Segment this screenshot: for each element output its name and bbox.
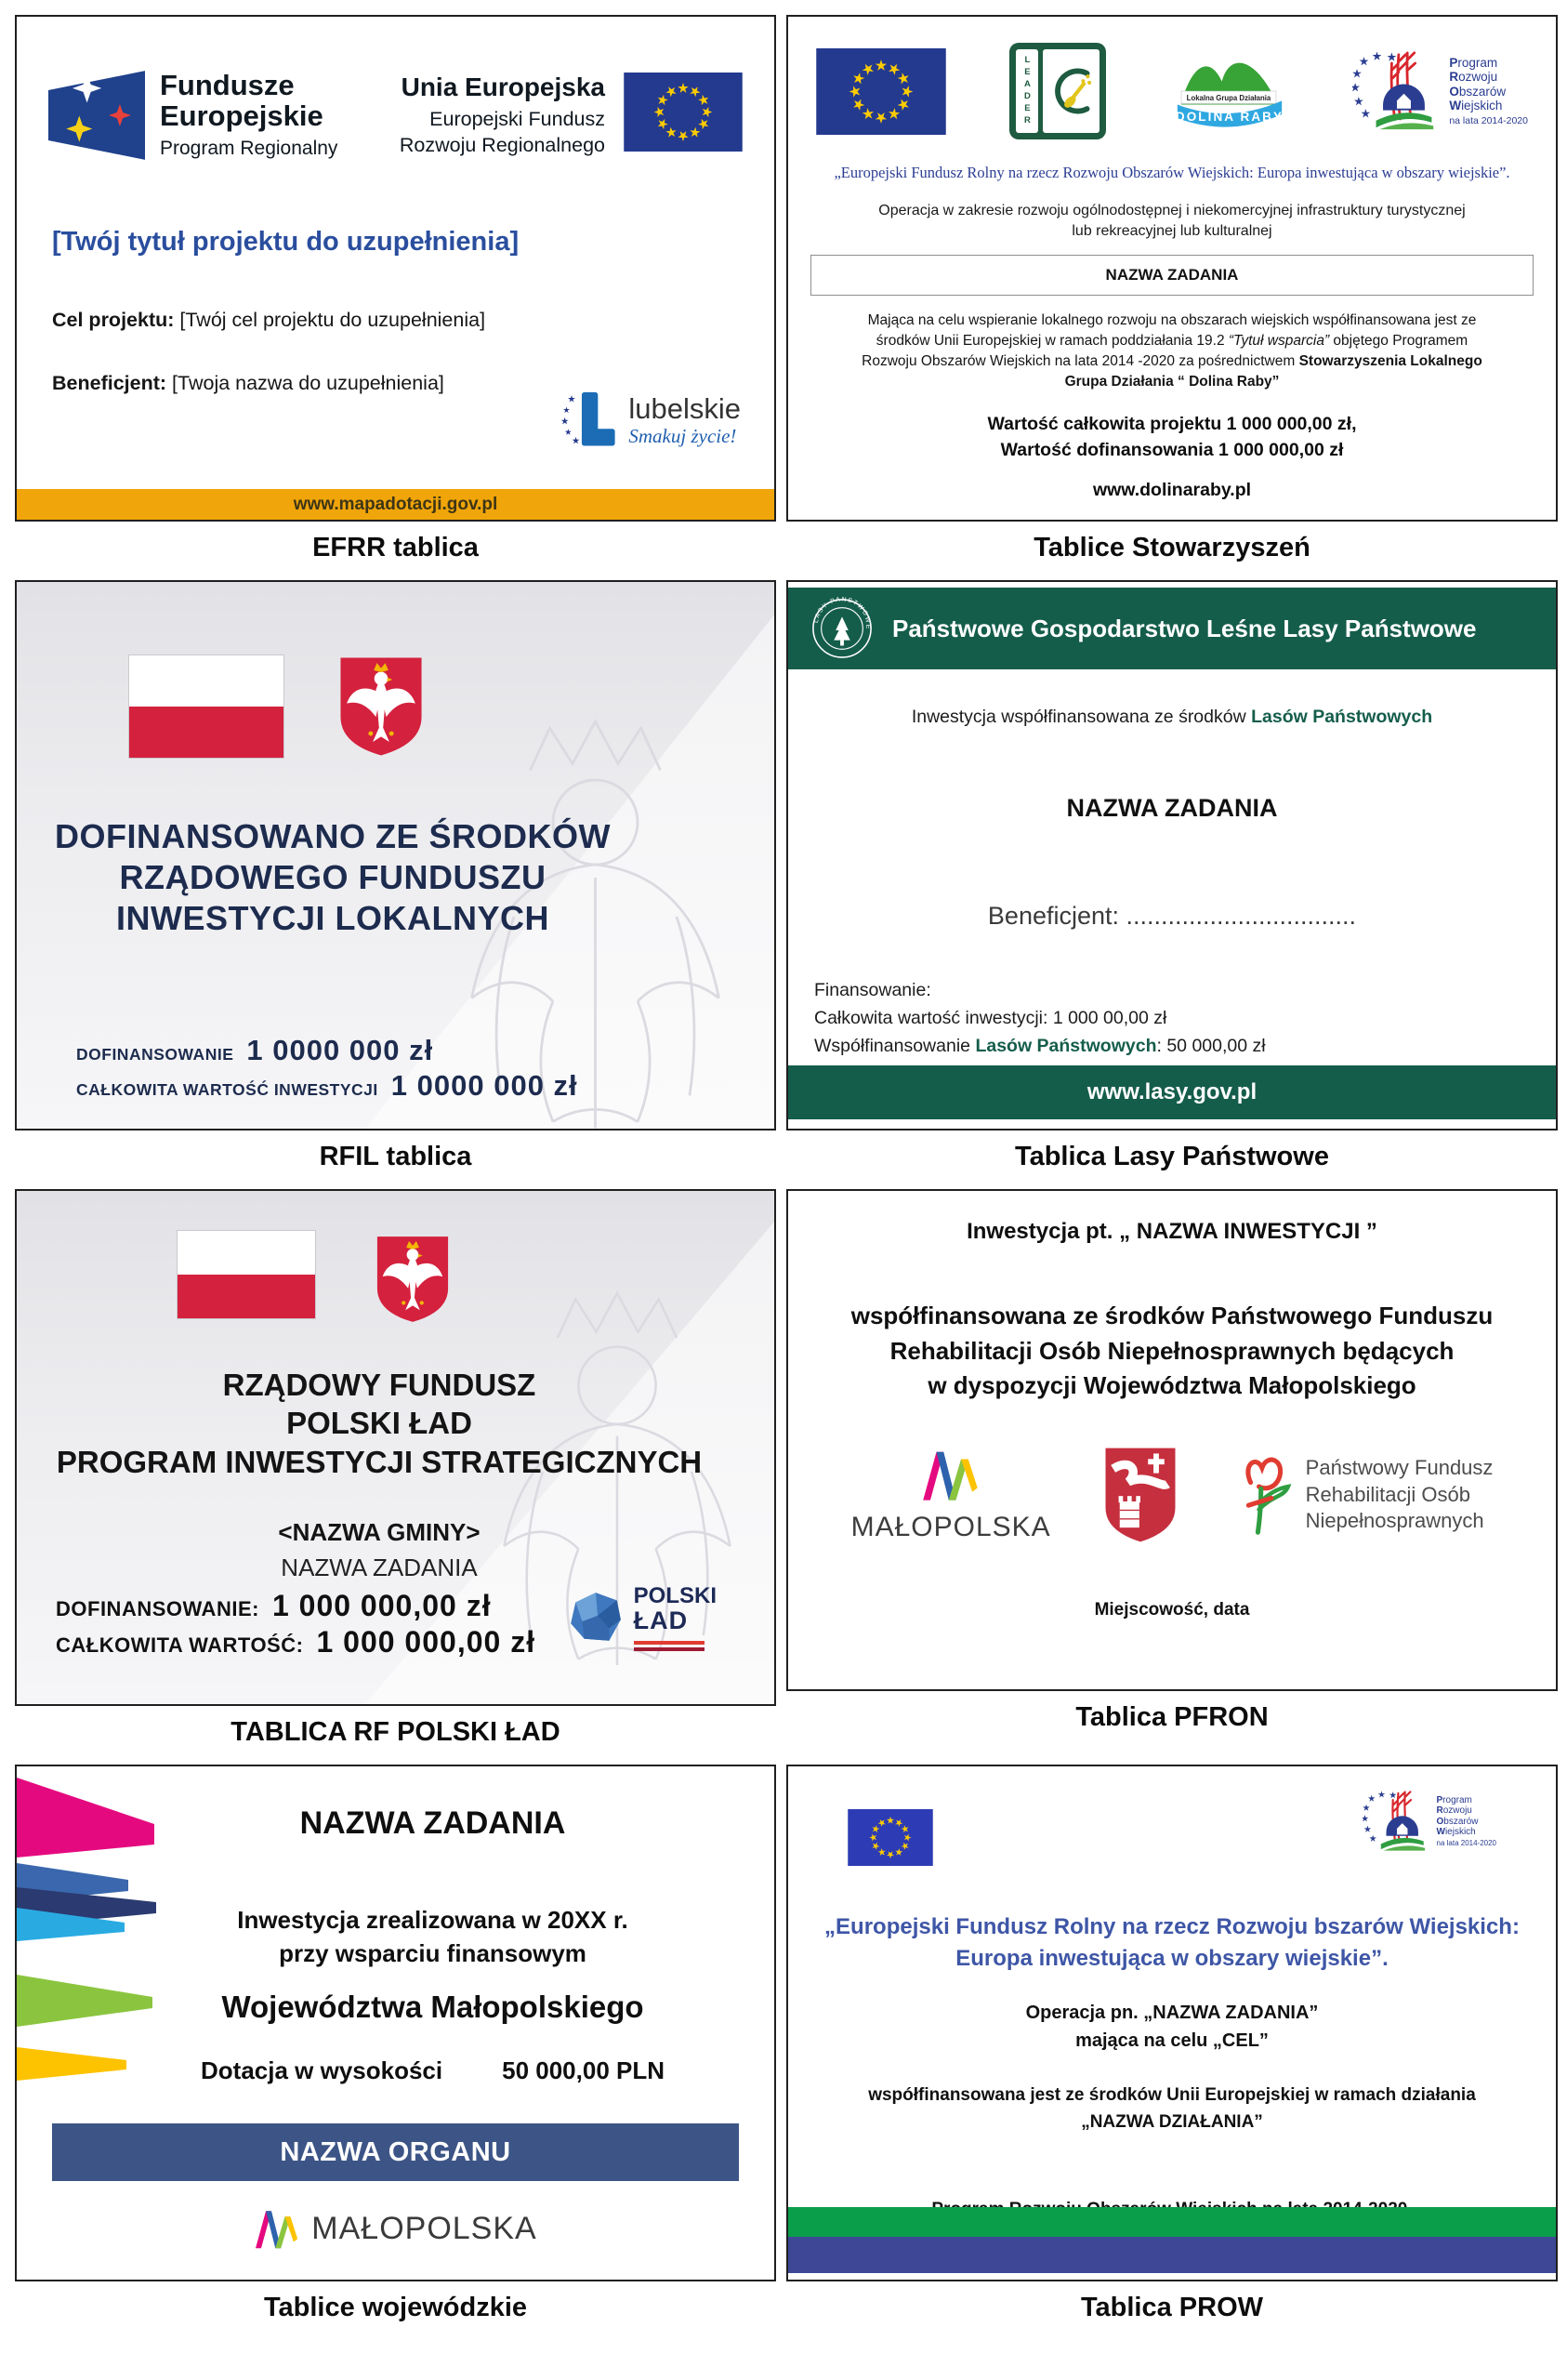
funding-row (76, 1034, 578, 1067)
task-name-placeholder: NAZWA ZADANIA (281, 1554, 478, 1581)
task-name: NAZWA ZADANIA (1066, 794, 1278, 822)
total-value-line: Wartość całkowita projektu 1 000 000,00 zł, (987, 414, 1357, 434)
fe-logo-line1: Fundusze (160, 69, 295, 102)
prow-years: na lata 2014-2020 (1449, 114, 1528, 126)
cofinanced-pre: Inwestycja współfinansowana ze środków (911, 707, 1252, 727)
polski-lad-title (17, 1366, 742, 1481)
lad-logo-line1: POLSKI (633, 1583, 717, 1608)
funding-value: 1 0000 000 zł (246, 1034, 434, 1066)
grant-label: Dotacja w wysokości (201, 2056, 443, 2084)
efrrow-quote: „Europejski Fundusz Rolny na rzecz Rozwoju Obszarów Wiejskich: Europa inwestująca w obszary wiejskie”. (834, 164, 1510, 181)
funding-row (56, 1589, 535, 1623)
cofinanced-green: Lasów Państwowych (1251, 707, 1433, 727)
dolina-raby-logo (1170, 43, 1289, 139)
dolinaraby-url: www.dolinaraby.pl (1092, 480, 1252, 500)
quote-line2: Europa inwestująca w obszary wiejskie”. (955, 1945, 1389, 1971)
beneficiary-value: [Twoja nazwa do uzupełnienia] (166, 372, 444, 394)
red-underline (634, 1641, 704, 1645)
funding-label: DOFINANSOWANIE: (56, 1597, 259, 1620)
place-date-placeholder: Miejscowość, data (1094, 1600, 1250, 1620)
leader-label: LEADER (1021, 55, 1033, 127)
financing-cofunding: Współfinansowanie Lasów Państwowych: 50 000,00 zł (814, 1036, 1266, 1057)
fe-logo-sub: Program Regionalny (160, 137, 338, 159)
goal-label: Cel projektu: (52, 309, 175, 331)
realized-line1: Inwestycja zrealizowana w 20XX r. (237, 1906, 628, 1934)
polski-lad-logo (567, 1585, 717, 1651)
lad-logo-line2: ŁAD (633, 1606, 689, 1634)
caption-polski-lad: TABLICA RF POLSKI ŁAD (230, 1717, 560, 1747)
rfil-title (17, 816, 649, 939)
body-line2: Rehabilitacji Osób Niepełnosprawnych będących (889, 1336, 1455, 1365)
eu-flag-icon (848, 1809, 933, 1866)
caption-stowarzyszen: Tablice Stowarzyszeń (1034, 533, 1310, 562)
efrrow-quote (801, 1911, 1543, 1974)
grant-value: 50 000,00 PLN (502, 2056, 665, 2084)
prow-text-line: Obszarów (1449, 84, 1507, 99)
prow-text-line: Obszarów (1436, 1816, 1479, 1827)
total-label: CAŁKOWITA WARTOŚĆ INWESTYCJI (76, 1080, 378, 1099)
lubelskie-slogan: Smakuj życie! (628, 425, 737, 447)
operation-block (788, 1999, 1556, 2055)
poland-flag-icon (128, 654, 284, 759)
support-title-italic: “Tytuł wsparcia” (1228, 333, 1330, 349)
operation-name: Operacja pn. „NAZWA ZADANIA” (1025, 2003, 1319, 2023)
funding-value-line: Wartość dofinansowania 1 000 000,00 zł (1000, 440, 1344, 461)
caption-wojewodzkie: Tablice wojewódzkie (263, 2293, 528, 2322)
pfron-plaque (786, 1189, 1558, 1691)
financing-block (814, 976, 1266, 1061)
dolina-name-text: DOLINA RABY (1175, 110, 1284, 125)
lasy-panstwowe-logo (810, 597, 874, 660)
prow-text-line: Wiejskich (1436, 1826, 1476, 1837)
malopolska-logo (851, 1447, 1051, 1543)
gmina-coat-of-arms-icon (1102, 1445, 1179, 1545)
investment-title: Inwestycja pt. „ NAZWA INWESTYCJI ” (967, 1219, 1377, 1244)
navy-footer-stripe (788, 2237, 1556, 2273)
prow-logo (1352, 51, 1528, 131)
dolina-lgd-text: Lokalna Grupa Działania (1186, 93, 1271, 102)
beneficiary-dotted-line: Beneficjent: ................................. (987, 902, 1357, 930)
project-values (788, 411, 1556, 464)
prow-years: na lata 2014-2020 (1436, 1838, 1496, 1847)
voivodeship-name: Województwa Małopolskiego (221, 1990, 644, 2024)
ue-line3: Rozwoju Regionalnego (399, 133, 605, 156)
realized-line2: przy wsparciu finansowym (279, 1939, 586, 1967)
fe-logo-line2: Europejskie (160, 99, 323, 132)
beneficiary-line (52, 372, 444, 395)
lasy-header-title: Państwowe Gospodarstwo Leśne Lasy Państwowe (892, 614, 1477, 642)
para-part1: Mająca na celu wspieranie lokalnego rozwoju na obszarach wiejskich współfinansowana jest ze środków Unii Europejskiej w ramach poddziałania 19.2 (867, 312, 1477, 349)
total-value: 1 0000 000 zł (390, 1069, 578, 1102)
funding-label: DOFINANSOWANIE (76, 1045, 234, 1064)
rfil-cell (15, 580, 776, 1172)
malopolska-logo (17, 2207, 774, 2250)
rfil-title-line2: RZĄDOWEGO FUNDUSZU (119, 857, 546, 896)
para-part2: objętego Programem Rozwoju Obszarów Wiejskich na lata 2014 -2020 za pośrednictwem (862, 333, 1468, 369)
national-symbols (17, 654, 537, 759)
rfil-title-line3: INWESTYCJI LOKALNYCH (115, 898, 549, 937)
financing-title: Finansowanie: (814, 980, 931, 1000)
pfron-logo (1230, 1451, 1494, 1539)
task-name: NAZWA ZADANIA (299, 1805, 566, 1841)
unia-europejska-logo (400, 73, 743, 159)
wojewodzkie-plaque (15, 1765, 776, 2281)
mapadotacji-url: www.mapadotacji.gov.pl (17, 489, 774, 520)
fundusze-europejskie-logo (48, 67, 337, 164)
lasy-cofinanced-line (788, 707, 1556, 728)
lubelskie-l-icon (561, 385, 621, 457)
prow-emblem-icon (1363, 1791, 1431, 1852)
lasy-plaque (786, 580, 1558, 1130)
malopolska-label: MAŁOPOLSKA (850, 1512, 1051, 1542)
green-footer-stripe (788, 2207, 1556, 2237)
operation-scope-text: Operacja w zakresie rozwoju ogólnodostępnej i niekomercyjnej infrastruktury turystycznej lub rekreacyjnej lub kulturalnej (878, 203, 1466, 239)
poland-map-icon (567, 1590, 625, 1646)
total-value: 1 000 000,00 zł (316, 1625, 536, 1659)
prow-emblem-icon (1352, 51, 1442, 131)
cofinancing-line2: „NAZWA DZIAŁANIA” (1081, 2111, 1263, 2132)
pfron-text-line2: Rehabilitacji Osób (1305, 1482, 1470, 1506)
lubelskie-name: lubelskie (628, 392, 741, 425)
pfron-text-line1: Państwowy Fundusz (1305, 1456, 1494, 1480)
task-name-box: NAZWA ZADANIA (810, 255, 1534, 296)
body-line3: w dyspozycji Województwa Małopolskiego (928, 1371, 1416, 1400)
eu-flag-icon (816, 48, 946, 135)
polski-lad-plaque (15, 1189, 776, 1706)
lad-title-line3: PROGRAM INWESTYCJI STRATEGICZNYCH (56, 1444, 703, 1479)
prow-cell (786, 1765, 1558, 2323)
malopolska-m-icon (254, 2207, 300, 2250)
lad-amounts (56, 1589, 535, 1661)
malopolska-m-icon (921, 1447, 981, 1502)
lasy-url-bar: www.lasy.gov.pl (788, 1065, 1556, 1119)
total-row (56, 1625, 535, 1659)
lasy-cell (786, 580, 1558, 1172)
pfron-cell (786, 1189, 1558, 1733)
polski-lad-cell (15, 1189, 776, 1748)
rfil-amounts (76, 1034, 578, 1104)
cofinancing-block (788, 2082, 1556, 2135)
pfron-text-line3: Niepełnosprawnych (1305, 1509, 1484, 1533)
fundusze-europejskie-flag-icon (48, 67, 145, 164)
lad-title-line1: RZĄDOWY FUNDUSZ (222, 1368, 536, 1402)
logo-row (816, 1425, 1528, 1565)
lad-title-line2: POLSKI ŁAD (286, 1406, 472, 1441)
quote-line1: „Europejski Fundusz Rolny na rzecz Rozwoju bszarów Wiejskich: (824, 1914, 1520, 1939)
poland-coat-of-arms-icon (374, 1230, 452, 1329)
cofinancing-paragraph (858, 311, 1486, 392)
leader-sprig-icon (1045, 64, 1099, 118)
ue-line1: Unia Europejska (401, 73, 605, 101)
financing-total: Całkowita wartość inwestycji: 1 000 00,00 zł (814, 1008, 1167, 1029)
prow-text-line: Wiejskich (1449, 98, 1503, 112)
lasy-ring-text: LASY PAŃSTWOWE (812, 597, 872, 630)
grant-row (128, 2056, 737, 2085)
prow-logo (1363, 1791, 1497, 1852)
pfron-tulip-icon (1230, 1451, 1297, 1539)
caption-prow: Tablica PROW (1080, 2293, 1264, 2322)
prow-text-line: Program (1436, 1795, 1472, 1806)
prow-text-line: Rozwoju (1449, 70, 1498, 85)
goal-value: [Twój cel projektu do uzupełnienia] (174, 309, 486, 331)
cofinancing-line1: współfinansowana jest ze środków Unii Europejskiej w ramach działania (868, 2085, 1476, 2105)
prow-text-line: Rozwoju (1436, 1805, 1472, 1817)
lubelskie-logo (561, 385, 741, 457)
logo-row (816, 39, 1528, 143)
project-goal-line (52, 309, 485, 332)
caption-pfron: Tablica PFRON (1075, 1702, 1269, 1732)
organ-name-bar: NAZWA ORGANU (52, 2123, 739, 2181)
prow-text-line: Program (1449, 56, 1498, 71)
total-row (76, 1069, 578, 1103)
caption-lasy: Tablica Lasy Państwowe (1015, 1142, 1329, 1171)
caption-rfil: RFIL tablica (319, 1142, 472, 1171)
dark-underline (634, 1647, 704, 1651)
stowarzyszen-cell (786, 15, 1558, 563)
funding-value: 1 000 000,00 zł (271, 1589, 492, 1622)
wojewodzkie-cell (15, 1765, 776, 2323)
leader-logo (1009, 43, 1106, 139)
malopolska-label: MAŁOPOLSKA (311, 2210, 537, 2246)
project-title-placeholder: [Twój tytuł projektu do uzupełnienia] (52, 227, 520, 257)
gmina-placeholder: <NAZWA GMINY> (278, 1518, 481, 1546)
efrr-plaque (15, 15, 776, 522)
beneficiary-label: Beneficjent: (52, 372, 167, 394)
ue-line2: Europejski Fundusz (429, 108, 605, 130)
poland-coat-of-arms-icon (336, 654, 426, 759)
operation-goal: mająca na celu „CEL” (1075, 2030, 1269, 2051)
poland-flag-icon (177, 1230, 316, 1319)
rfil-title-line1: DOFINANSOWANO ZE ŚRODKÓW (55, 817, 611, 855)
stowarzyszen-plaque (786, 15, 1558, 522)
prow-plaque (786, 1765, 1558, 2281)
caption-efrr: EFRR tablica (312, 533, 479, 562)
lasy-header-bar (788, 588, 1556, 669)
efrr-cell (15, 15, 776, 563)
total-label: CAŁKOWITA WARTOŚĆ: (56, 1633, 304, 1657)
pfron-body-text (788, 1299, 1556, 1404)
eu-flag-icon (624, 73, 743, 152)
association-name-bold: Stowarzyszenia Lokalnego Grupa Działania “ Dolina Raby” (1064, 353, 1482, 390)
rfil-plaque (15, 580, 776, 1130)
national-symbols (17, 1230, 612, 1329)
body-line1: współfinansowana ze środków Państwowego Funduszu (850, 1302, 1494, 1329)
